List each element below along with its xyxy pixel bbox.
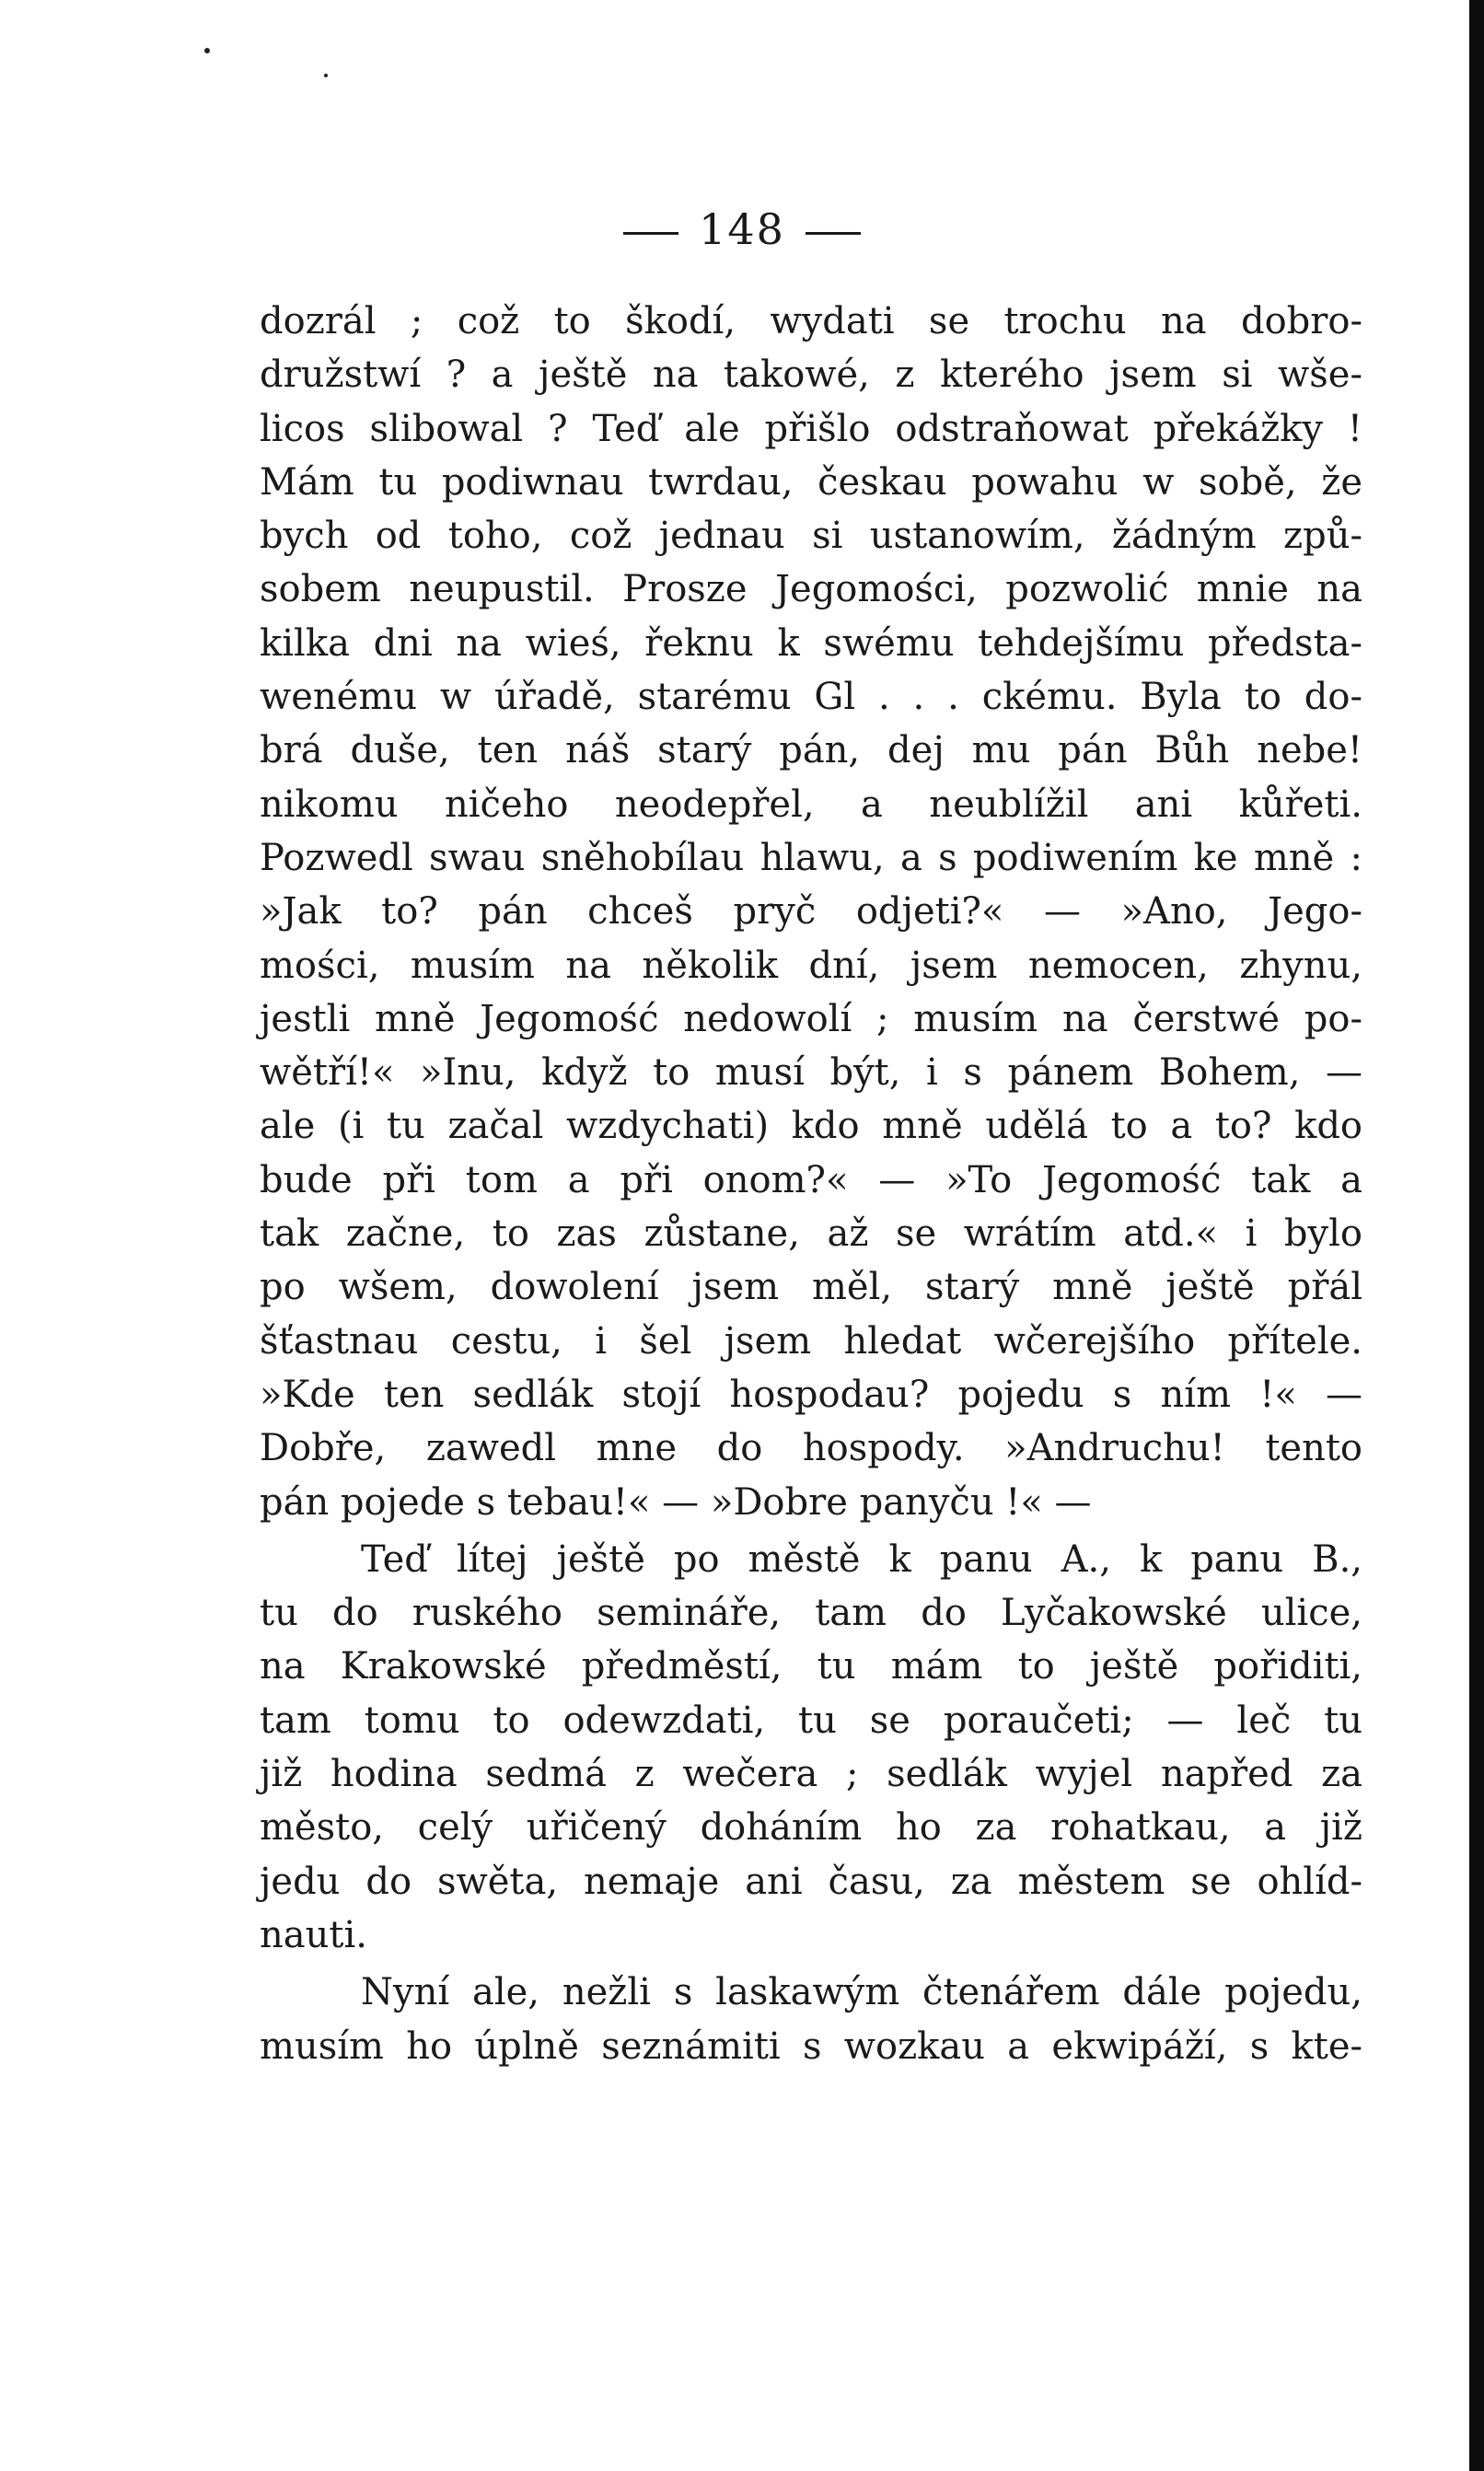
text-line: wětří!« »Inu, když to musí být, i s pánem Bohem, — — [260, 1051, 1362, 1095]
text-line: wenému w úřadě, starému Gl . . . ckému. Byla to do- — [260, 676, 1362, 719]
text-line: město, celý uřičený doháním ho za rohatkau, a již — [260, 1806, 1362, 1850]
text-line: ale (i tu začal wzdychati) kdo mně udělá to a to? kdo — [260, 1105, 1362, 1148]
text-line: mości, musím na několik dní, jsem nemocen, zhynu, — [260, 944, 1362, 987]
page-number-dash-left — [623, 232, 678, 235]
text-line: jedu do swěta, nemaje ani času, za městem se ohlíd- — [260, 1860, 1362, 1903]
text-line: tak začne, to zas zůstane, až se wrátím atd.« i bylo — [260, 1212, 1362, 1256]
text-line: licos slibowal ? Teď ale přišlo odstraňowat překážky ! — [260, 407, 1362, 450]
text-line: sobem neupustil. Prosze Jegomości, pozwolić mnie na — [260, 568, 1362, 611]
text-line: Pozwedl swau sněhobílau hlawu, a s podiwením ke mně : — [260, 836, 1362, 879]
page-number — [0, 204, 1484, 254]
text-line: Teď lítej ještě po městě k panu A., k panu B., — [361, 1537, 1362, 1581]
page-number-dash-right — [806, 232, 861, 235]
text-line: Mám tu podiwnau twrdau, českau powahu w sobě, že — [260, 460, 1362, 504]
text-line: družstwí ? a ještě na takowé, z kterého jsem si wše- — [260, 354, 1362, 397]
text-line: šťastnau cestu, i šel jsem hledat wčerejšího přítele. — [260, 1319, 1362, 1363]
text-line: po wšem, dowolení jsem měl, starý mně ještě přál — [260, 1266, 1362, 1309]
page-edge-shadow — [1469, 0, 1484, 2471]
text-line: »Kde ten sedlák stojí hospodau? pojedu s ním !« — — [260, 1373, 1362, 1416]
text-line: na Krakowské předměstí, tu mám to ještě pořiditi, — [260, 1645, 1362, 1688]
text-line: musím ho úplně seznámiti s wozkau a ekwipáží, s kte- — [260, 2024, 1362, 2068]
scan-speck — [324, 74, 328, 77]
text-line: Nyní ale, nežli s laskawým čtenářem dále pojedu, — [361, 1971, 1362, 2014]
text-line: již hodina sedmá z wečera ; sedlák wyjel napřed za — [260, 1753, 1362, 1796]
body-text — [260, 295, 1362, 2073]
text-line: kilka dni na wieś, řeknu k swému tehdejšímu předsta- — [260, 621, 1362, 665]
text-line: pán pojede s tebau!« — »Dobre panyču !« — — [260, 1480, 1092, 1524]
text-line: bych od toho, což jednau si ustanowím, žádným způ- — [260, 515, 1362, 558]
text-line: nauti. — [260, 1913, 367, 1956]
text-line: jestli mně Jegomość nedowolí ; musím na čerstwé po- — [260, 997, 1362, 1040]
scan-speck — [204, 48, 210, 53]
page-number-value: 148 — [699, 204, 785, 254]
text-line: »Jak to? pán chceš pryč odjeti?« — »Ano, Jego- — [260, 890, 1362, 934]
text-line: tam tomu to odewzdati, tu se poraučeti; — leč tu — [260, 1699, 1362, 1742]
text-line: bude při tom a při onom?« — »To Jegomość tak a — [260, 1158, 1362, 1201]
text-line: brá duše, ten náš starý pán, dej mu pán Bůh nebe! — [260, 729, 1362, 772]
text-line: Dobře, zawedl mne do hospody. »Andruchu! tento — [260, 1427, 1362, 1470]
text-line: nikomu ničeho neodepřel, a neublížil ani kůřeti. — [260, 783, 1362, 826]
text-line: tu do ruského semináře, tam do Lyčakowské ulice, — [260, 1592, 1362, 1635]
text-line: dozrál ; což to škodí, wydati se trochu na dobro- — [260, 300, 1362, 342]
